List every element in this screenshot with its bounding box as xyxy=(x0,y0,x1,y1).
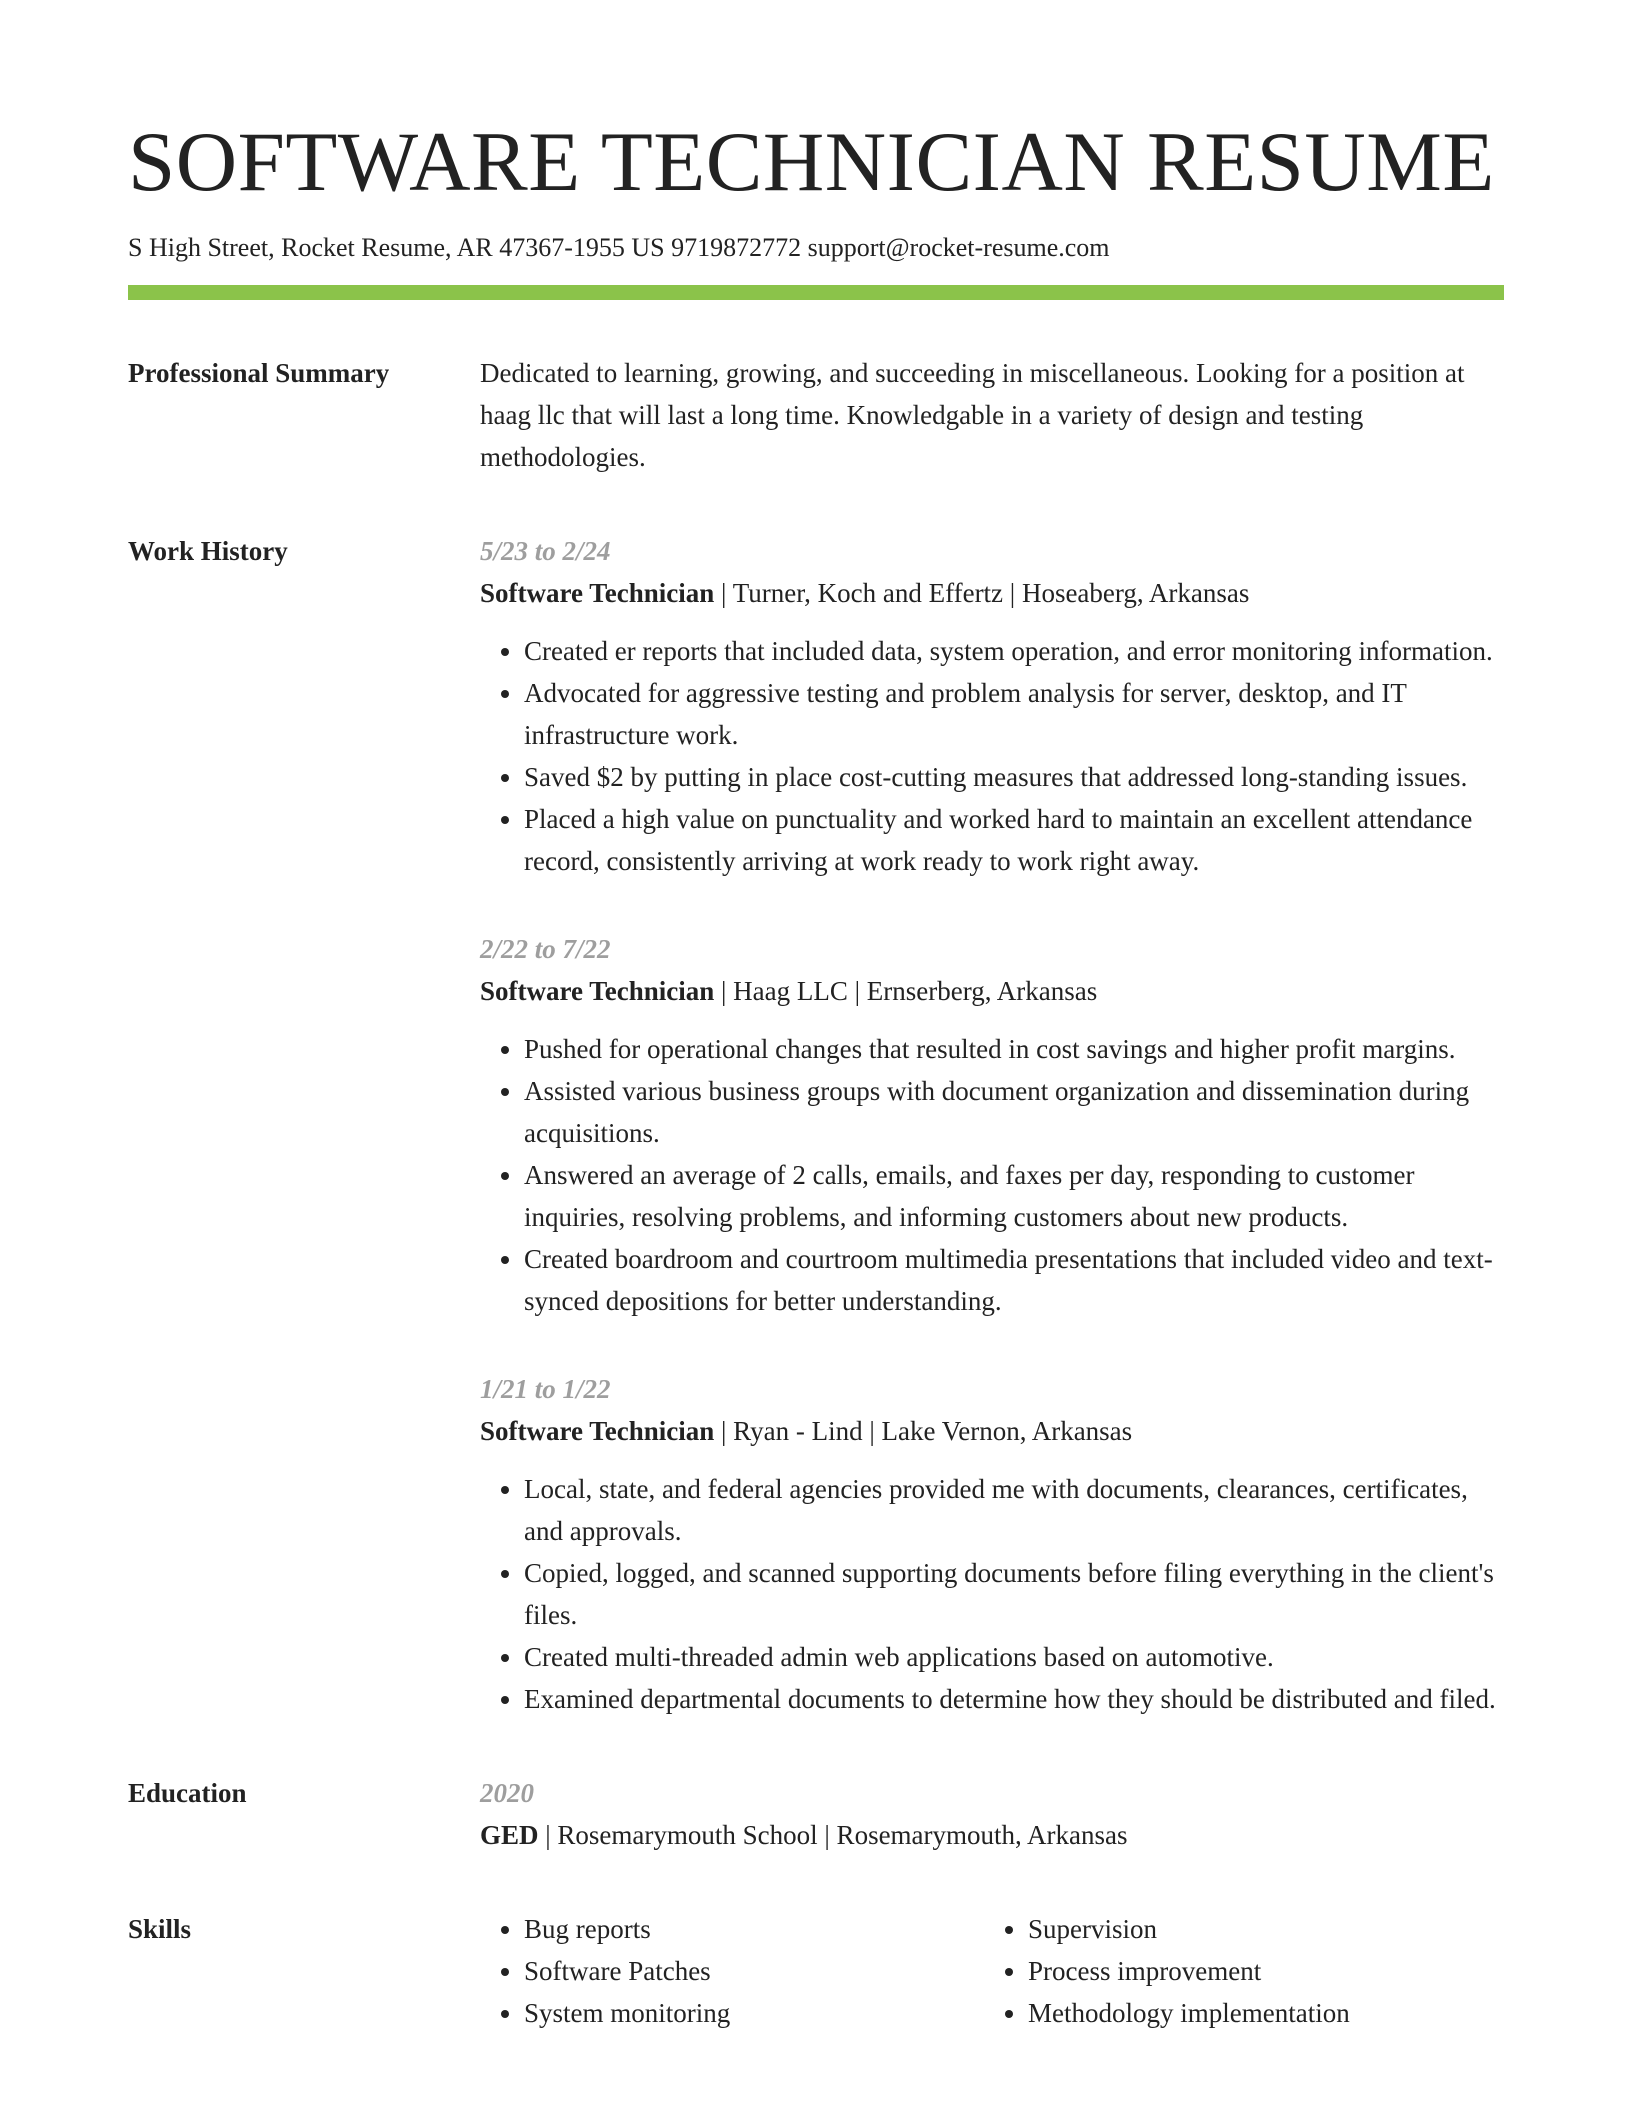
job-heading xyxy=(480,970,1504,1012)
skill-item: • Process improvement xyxy=(1028,1950,1488,1992)
skill-item: • Supervision xyxy=(1028,1908,1488,1950)
job-title: Software Technician xyxy=(480,976,715,1007)
education-line xyxy=(480,1814,1504,1856)
job-details: | Haag LLC | Ernserberg, Arkansas xyxy=(714,976,1098,1007)
job-bullets xyxy=(480,1028,1504,1322)
job-bullets xyxy=(480,1468,1504,1720)
job-bullet: • Local, state, and federal agencies provided me with documents, clearances, certificates, and approvals. xyxy=(524,1468,1504,1552)
skills-heading: Skills xyxy=(128,1914,192,1945)
skills-list-left xyxy=(480,1908,984,2034)
summary-text: Dedicated to learning, growing, and succeeding in miscellaneous. Looking for a position at haag llc that will last a long time. Knowledgable in a variety of design and testing methodologies. xyxy=(480,358,1465,473)
education-section xyxy=(128,1772,1504,1856)
job-bullet: • Created boardroom and courtroom multimedia presentations that included video and text-synced depositions for better understanding. xyxy=(524,1238,1504,1322)
education-year: 2020 xyxy=(480,1778,534,1809)
job-bullet: • Placed a high value on punctuality and worked hard to maintain an excellent attendance record, consistently arriving at work ready to work right away. xyxy=(524,798,1504,882)
skills-section xyxy=(128,1908,1504,2034)
work-history-section xyxy=(128,530,1504,1720)
contact-line: S High Street, Rocket Resume, AR 47367-1955 US 9719872772 support@rocket-resume.com xyxy=(128,233,1110,263)
skills-grid xyxy=(480,1908,1504,2034)
summary-heading: Professional Summary xyxy=(128,358,390,389)
job-dates: 2/22 to 7/22 xyxy=(480,934,611,965)
skill-item: • Software Patches xyxy=(524,1950,984,1992)
summary-section xyxy=(128,352,1504,478)
job-details: | Ryan - Lind | Lake Vernon, Arkansas xyxy=(714,1416,1133,1447)
job-heading xyxy=(480,572,1504,614)
job-bullet: • Saved $2 by putting in place cost-cutting measures that addressed long-standing issues. xyxy=(524,756,1504,798)
job-entry xyxy=(480,928,1504,1322)
job-dates: 1/21 to 1/22 xyxy=(480,1374,611,1405)
job-bullet: • Created multi-threaded admin web applications based on automotive. xyxy=(524,1636,1504,1678)
job-bullet: • Answered an average of 2 calls, emails, and faxes per day, responding to customer inquiries, resolving problems, and informing customers about new products. xyxy=(524,1154,1504,1238)
resume-page xyxy=(128,115,1504,2034)
job-bullets xyxy=(480,630,1504,882)
job-heading xyxy=(480,1410,1504,1452)
skills-list-right xyxy=(984,1908,1488,2034)
skill-item: • Bug reports xyxy=(524,1908,984,1950)
job-dates: 5/23 to 2/24 xyxy=(480,536,611,567)
job-entry xyxy=(480,1368,1504,1720)
job-title: Software Technician xyxy=(480,1416,715,1447)
resume-title: SOFTWARE TECHNICIAN RESUME xyxy=(128,115,1495,209)
job-bullet: • Advocated for aggressive testing and problem analysis for server, desktop, and IT infrastructure work. xyxy=(524,672,1504,756)
skill-item: • System monitoring xyxy=(524,1992,984,2034)
job-bullet: • Pushed for operational changes that resulted in cost savings and higher profit margins. xyxy=(524,1028,1504,1070)
work-history-heading: Work History xyxy=(128,536,288,567)
education-heading: Education xyxy=(128,1778,247,1809)
job-bullet: • Copied, logged, and scanned supporting documents before filing everything in the client's files. xyxy=(524,1552,1504,1636)
accent-divider xyxy=(128,285,1504,300)
job-entry xyxy=(480,530,1504,882)
job-title: Software Technician xyxy=(480,578,715,609)
skill-item: • Methodology implementation xyxy=(1028,1992,1488,2034)
education-details: | Rosemarymouth School | Rosemarymouth, Arkansas xyxy=(538,1820,1128,1851)
education-degree: GED xyxy=(480,1820,539,1851)
job-bullet: • Assisted various business groups with document organization and dissemination during acquisitions. xyxy=(524,1070,1504,1154)
job-details: | Turner, Koch and Effertz | Hoseaberg, Arkansas xyxy=(714,578,1250,609)
job-bullet: • Created er reports that included data, system operation, and error monitoring information. xyxy=(524,630,1504,672)
job-bullet: • Examined departmental documents to determine how they should be distributed and filed. xyxy=(524,1678,1504,1720)
